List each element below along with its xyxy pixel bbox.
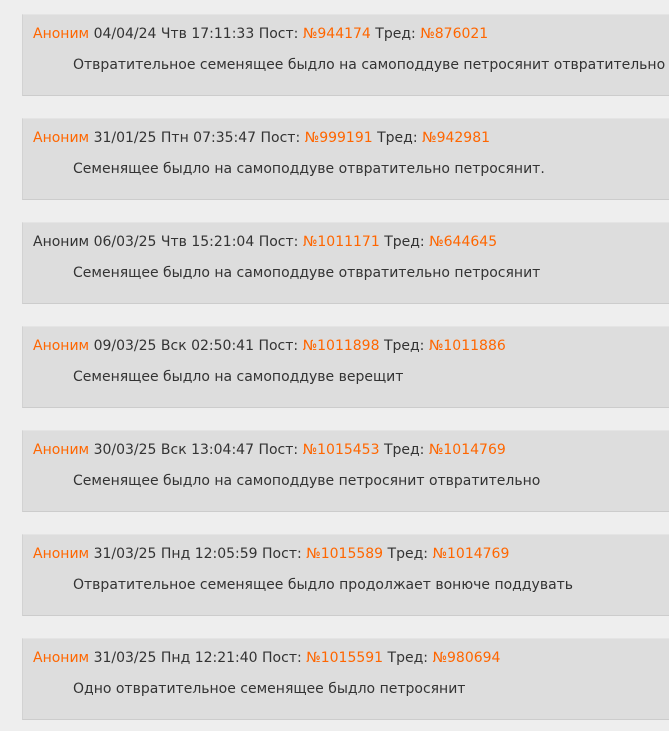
post-number-link[interactable]: №1011171 [302, 234, 380, 250]
post-header [33, 440, 506, 460]
post-author: Аноним [33, 338, 90, 354]
post-card [22, 638, 669, 720]
post-date: 31/01/25 Птн 07:35:47 [93, 130, 257, 146]
post-text: Отвратительное семенящее быдло продолжает вонюче поддувать [73, 577, 574, 593]
post-author: Аноним [33, 442, 90, 458]
thread-number-label: Тред: [383, 338, 425, 354]
thread-number-link[interactable]: №1014769 [428, 442, 506, 458]
post-header [33, 544, 509, 564]
post-author: Аноним [33, 234, 90, 250]
post-author: Аноним [33, 650, 90, 666]
thread-number-label: Тред: [387, 546, 428, 562]
thread-number-link[interactable]: №942981 [422, 130, 491, 146]
post-card [22, 222, 669, 304]
post-card [22, 430, 669, 512]
thread-number-link[interactable]: №980694 [432, 650, 501, 666]
post-date: 30/03/25 Вск 13:04:47 [93, 442, 254, 458]
thread-number-link[interactable]: №876021 [420, 26, 489, 42]
post-date: 31/03/25 Пнд 12:05:59 [93, 546, 258, 562]
post-number-link[interactable]: №1011898 [302, 338, 380, 354]
thread-number-label: Тред: [377, 130, 418, 146]
post-card [22, 326, 669, 408]
thread-number-link[interactable]: №1011886 [428, 338, 506, 354]
thread-number-link[interactable]: №644645 [429, 234, 498, 250]
post-author: Аноним [33, 130, 90, 146]
post-text: Отвратительное семенящее быдло на самоподдуве петросянит отвратительно [73, 57, 666, 73]
post-text: Семенящее быдло на самоподдуве петросянит отвратительно [73, 473, 541, 489]
post-number-label: Пост: [262, 650, 302, 666]
post-header [33, 336, 506, 356]
thread-number-label: Тред: [375, 26, 416, 42]
post-header [33, 24, 488, 44]
thread-number-label: Тред: [384, 234, 425, 250]
post-date: 06/03/25 Чтв 15:21:04 [93, 234, 255, 250]
post-text: Одно отвратительное семенящее быдло петросянит [73, 681, 466, 697]
post-number-link[interactable]: №1015589 [306, 546, 384, 562]
post-number-link[interactable]: №1015453 [302, 442, 380, 458]
post-number-label: Пост: [260, 130, 301, 146]
post-text: Семенящее быдло на самоподдуве отвратительно петросянит [73, 265, 541, 281]
post-author: Аноним [33, 546, 90, 562]
post-date: 31/03/25 Пнд 12:21:40 [93, 650, 258, 666]
post-number-link[interactable]: №1015591 [306, 650, 384, 666]
post-number-link[interactable]: №999191 [304, 130, 373, 146]
post-number-label: Пост: [258, 26, 299, 42]
post-header [33, 648, 500, 668]
post-card [22, 14, 669, 96]
post-header [33, 128, 490, 148]
post-card [22, 534, 669, 616]
thread-number-label: Тред: [383, 442, 425, 458]
post-date: 04/04/24 Чтв 17:11:33 [93, 26, 255, 42]
post-number-label: Пост: [258, 442, 299, 458]
post-date: 09/03/25 Вск 02:50:41 [93, 338, 254, 354]
thread-number-link[interactable]: №1014769 [432, 546, 510, 562]
post-text: Семенящее быдло на самоподдуве верещит [73, 369, 404, 385]
post-text: Семенящее быдло на самоподдуве отвратительно петросянит. [73, 161, 545, 177]
post-number-label: Пост: [258, 338, 299, 354]
thread-number-label: Тред: [387, 650, 428, 666]
post-number-link[interactable]: №944174 [302, 26, 371, 42]
post-card [22, 118, 669, 200]
post-number-label: Пост: [258, 234, 299, 250]
post-number-label: Пост: [262, 546, 302, 562]
post-author: Аноним [33, 26, 90, 42]
post-header [33, 232, 497, 252]
